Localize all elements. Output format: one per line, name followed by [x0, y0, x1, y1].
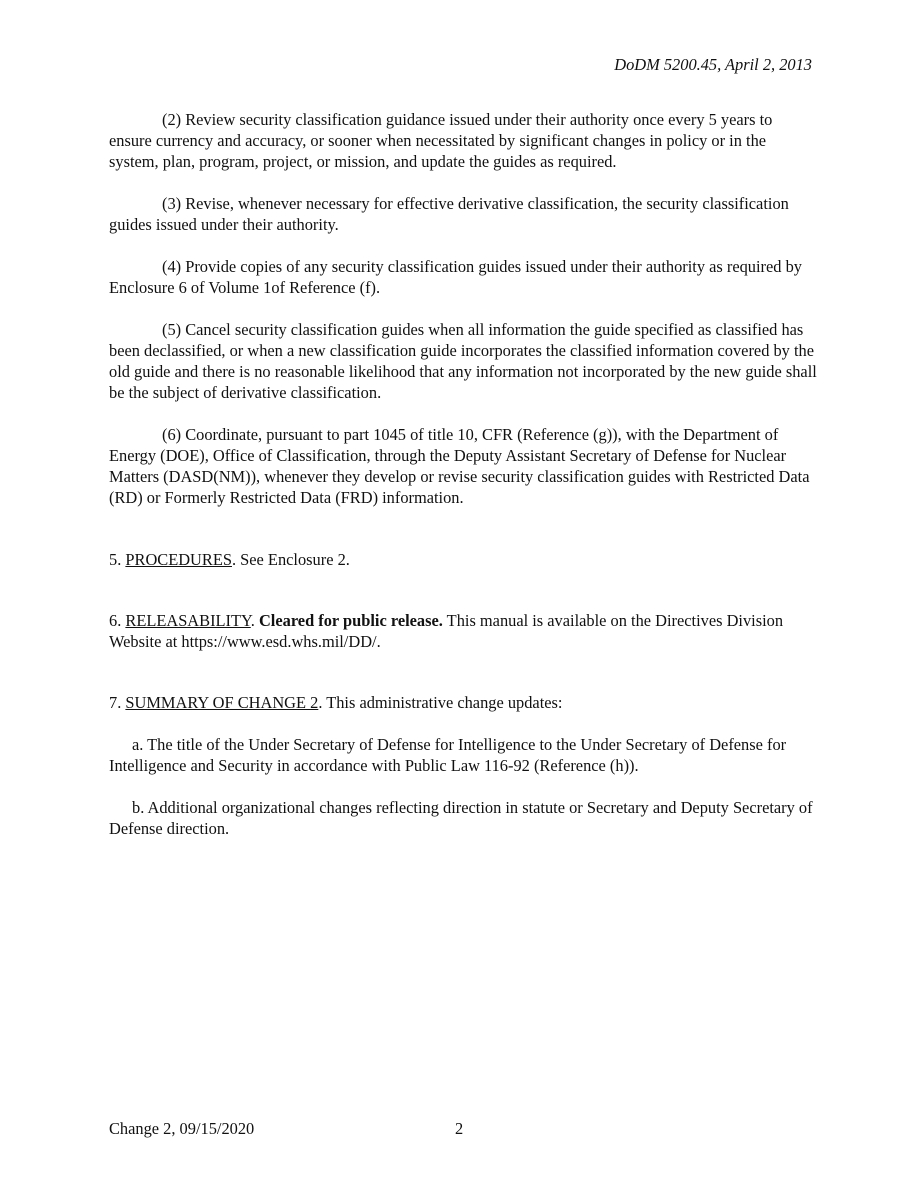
footer-page-number: 2	[455, 1119, 464, 1138]
paragraph-4: (4) Provide copies of any security classification guides issued under their authority as required by Enclosure 6 of Volume 1of Reference (f).	[109, 257, 802, 297]
paragraph-6: (6) Coordinate, pursuant to part 1045 of title 10, CFR (Reference (g)), with the Department of Energy (DOE), Office of Classification, through the Deputy Assistant Secretary of Defense for Nuclear Matters (DASD(NM)), whenever they develop or revise security classification guides with Restricted Data (RD) or Formerly Restricted Data (FRD) information.	[109, 425, 810, 507]
section-5-number: 5.	[109, 550, 126, 569]
section-6-separator: .	[250, 611, 259, 630]
section-6-text: This manual is available on the Directives Division Website at https://www.esd.whs.mil/DD/.	[109, 611, 784, 651]
section-5-text: . See Enclosure 2.	[231, 550, 350, 569]
paragraph-5: (5) Cancel security classification guides when all information the guide specified as classified has been declassified, or when a new classification guide incorporates the classified information covered by the old guide and there is no reasonable likelihood that any information not incorporated by the new guide shall be the subject of derivative classification.	[109, 320, 817, 402]
document-body	[109, 109, 819, 860]
section-5-procedures	[109, 549, 819, 570]
section-7-item-b: b. Additional organizational changes reflecting direction in statute or Secretary and Deputy Secretary of Defense direction.	[109, 798, 813, 838]
section-7-summary	[109, 692, 819, 713]
section-6-bold-notice: Cleared for public release.	[258, 611, 443, 630]
section-7-text: . This administrative change updates:	[318, 693, 563, 712]
paragraph-3: (3) Revise, whenever necessary for effective derivative classification, the security classification guides issued under their authority.	[109, 194, 789, 234]
footer-change: Change 2, 09/15/2020	[109, 1119, 255, 1138]
section-7-item-a: a. The title of the Under Secretary of Defense for Intelligence to the Under Secretary of Defense for Intelligence and Security in accordance with Public Law 116-92 (Reference (h)).	[109, 735, 787, 775]
section-5-heading: PROCEDURES	[125, 550, 232, 569]
running-header: DoDM 5200.45, April 2, 2013	[614, 55, 812, 74]
section-7-heading: SUMMARY OF CHANGE 2	[125, 693, 319, 712]
paragraph-2: (2) Review security classification guidance issued under their authority once every 5 years to ensure currency and accuracy, or sooner when necessitated by significant changes in policy or in the system, plan, program, project, or mission, and update the guides as required.	[109, 110, 773, 171]
section-6-number: 6.	[109, 611, 126, 630]
section-6-releasability	[109, 610, 819, 652]
section-6-heading: RELEASABILITY	[125, 611, 251, 630]
section-7-number: 7.	[109, 693, 126, 712]
